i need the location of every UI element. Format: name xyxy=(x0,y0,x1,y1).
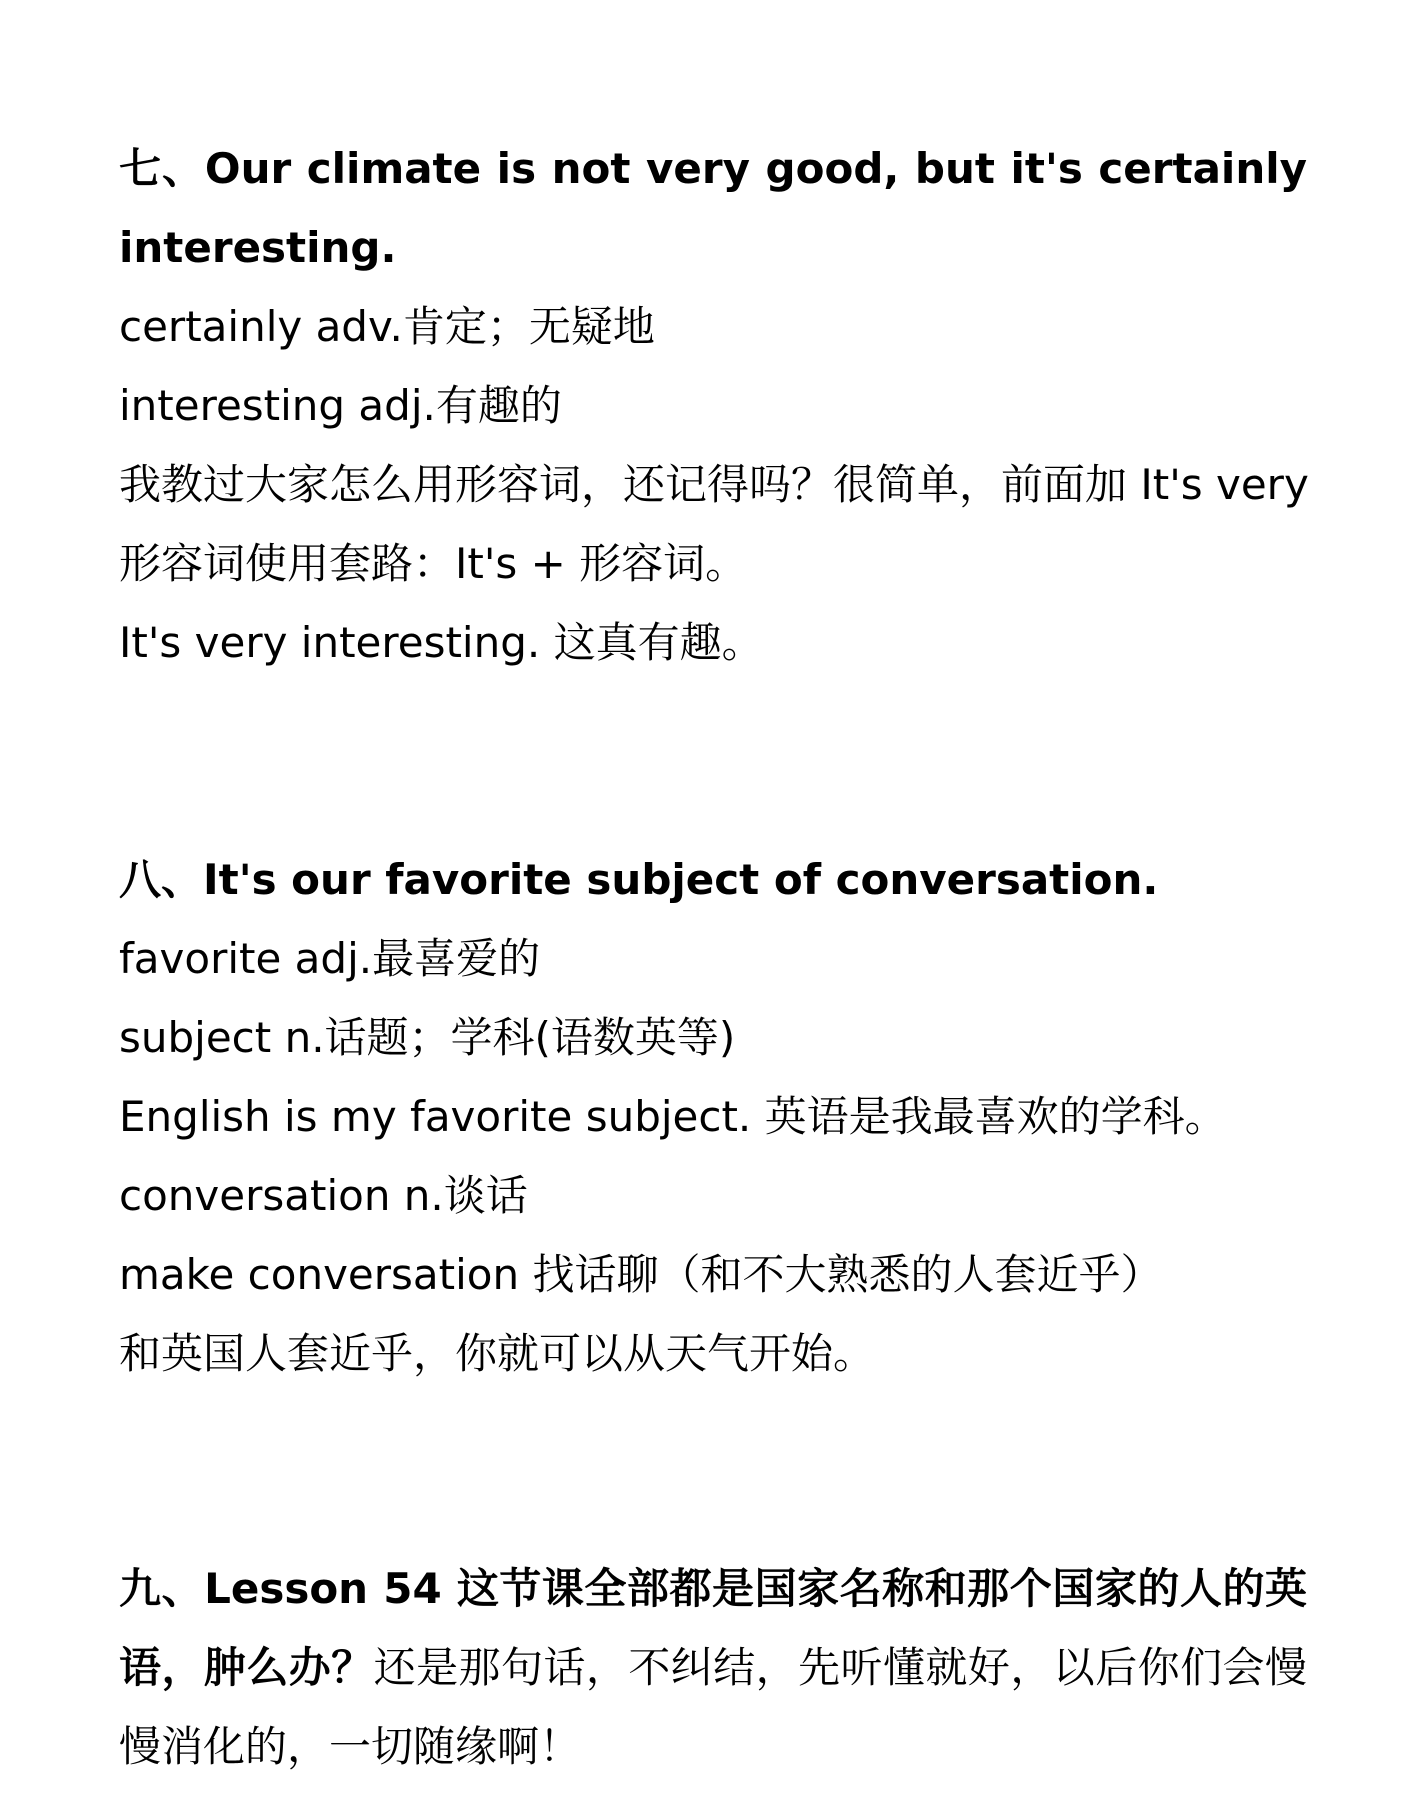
section-nine-heading: 九、Lesson 54 这节课全部都是国家名称和那个国家的人的英语，肿么办？ xyxy=(119,1564,1307,1692)
section-nine-paragraph xyxy=(119,1549,1307,1786)
vocab-conversation: conversation n.谈话 xyxy=(119,1171,528,1220)
section-eight-heading: 八、It's our favorite subject of conversation. xyxy=(119,855,1159,904)
vocab-favorite: favorite adj.最喜爱的 xyxy=(119,934,541,983)
explanation-adjective-usage: 我教过大家怎么用形容词，还记得吗？很简单，前面加 It's very xyxy=(119,460,1309,509)
section-seven-heading-line-2: interesting. xyxy=(119,223,397,272)
vocab-subject: subject n.话题；学科(语数英等) xyxy=(119,1013,736,1062)
section-eight xyxy=(119,840,1307,1393)
section-nine-body: 还是那句话，不纠结，先听懂就好，以后你们会慢慢消化的，一切随缘啊！ xyxy=(119,1643,1307,1771)
adjective-pattern: 形容词使用套路：It's + 形容词。 xyxy=(119,539,748,588)
section-seven-heading-line-1: 七、Our climate is not very good, but it's certainly xyxy=(119,144,1307,193)
example-sentence-english: English is my favorite subject. 英语是我最喜欢的学科。 xyxy=(119,1092,1227,1141)
vocab-certainly: certainly adv.肯定；无疑地 xyxy=(119,302,655,351)
tip-weather-small-talk: 和英国人套近乎，你就可以从天气开始。 xyxy=(119,1329,876,1378)
example-sentence-interesting: It's very interesting. 这真有趣。 xyxy=(119,618,764,667)
section-nine xyxy=(119,1549,1307,1786)
section-seven xyxy=(119,129,1307,682)
vocab-interesting: interesting adj.有趣的 xyxy=(119,381,562,430)
phrase-make-conversation: make conversation 找话聊（和不大熟悉的人套近乎） xyxy=(119,1250,1163,1299)
